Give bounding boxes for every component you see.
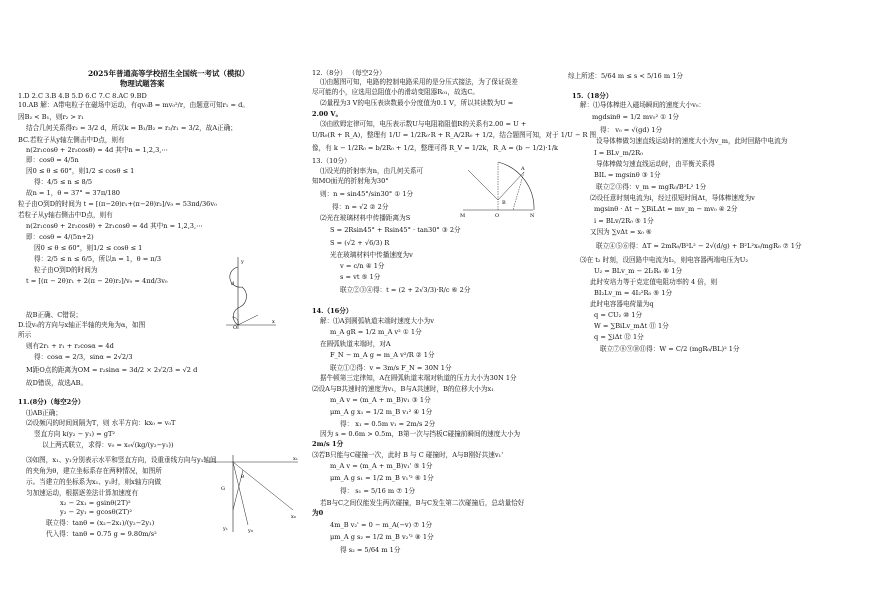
col2-line: μm_A g x₁ = 1/2 m_B v₁² ④ 1分	[330, 408, 433, 416]
document-subtitle: 物理试题答案	[120, 79, 165, 88]
col1-line: 匀加速运动，根据逐差法计算加速度有	[26, 489, 139, 497]
col1-line: 粒子由O到D的时间为	[34, 266, 98, 274]
col1-line: 若粒子从y轴右侧击中D点，则有	[18, 211, 113, 219]
label-N: N	[530, 213, 535, 219]
col2-line: F_N − m_A g = m_A v²/R ② 1分	[330, 351, 435, 359]
figure-q10-trajectory	[218, 255, 278, 330]
col3-line: BIL = mgsinθ ③ 1分	[594, 171, 661, 179]
col2-line: 2m/s 1分	[312, 440, 344, 448]
col1-line: 的夹角为θ，建立坐标系存在两种情况，如图所	[26, 467, 162, 475]
col3-line: ⑶在 t₂ 时刻，设回路中电流为I₂，则电容器两端电压为U₂	[580, 256, 748, 264]
col1-line: 因B₂ < B₁，则r₂ > r₁	[18, 113, 84, 121]
col1-line: 即：cosθ = 4/(5n+2)	[26, 233, 94, 241]
col1-line: y₂ − 2y₁ = gcosθ(2T)²	[60, 508, 132, 516]
col2-line: μm_A g s₁ = 1/2 m_B v₁'² ⑥ 1分	[330, 474, 434, 482]
col1-line: 得：4/5 ≤ n ≤ 8/5	[34, 178, 93, 186]
col2-line: ⑶若B只能与C碰撞一次，此时 B 与 C 碰撞时，A与B刚好共速v₁'	[312, 451, 504, 459]
col2-line: 则：n = sin45°/sin30° ① 1分	[320, 190, 414, 198]
col2-line: m_A gR = 1/2 m_A v² ① 1分	[330, 328, 422, 336]
col2-line: S = (√2 + √6/3) R	[330, 239, 390, 247]
col1-line: 1.D 2.C 3.B 4.B 5.D 6.C 7.C 8.AC 9.BD	[18, 92, 147, 100]
col2-line: 得： x₁ = 0.5m v₁ = 2m/s 2分	[340, 420, 436, 428]
label-y1: y₁	[223, 526, 228, 532]
col2-line: 据牛顿第三定律知，A在圆弧轨道末端对轨道的压力大小为30N 1分	[320, 374, 517, 382]
col1-line: 联立得：tanθ = (x₂−2x₁)/(y₂−2y₁)	[46, 519, 155, 527]
col3-line: BI₂Lv_m = 4I₂²R₀ ⑨ 1分	[594, 289, 673, 297]
col2-line: 得：n = √2 ② 2分	[332, 203, 389, 211]
col2-line: v = c/n ④ 1分	[340, 262, 385, 270]
col2-line: ⑵设A与B共速时的速度为v₁，B与A共速时，B的位移大小为x₁	[312, 385, 494, 393]
col2-line: S = 2Rsin45° + Rsin45° · tan30° ③ 2分	[330, 226, 461, 234]
col1-line: ⑵设频闪的时间间隔为T，则 水平方向：kx₀ = v₀T	[26, 419, 176, 427]
col1-line: 11.(8分)（每空2分）	[18, 398, 85, 406]
col3-line: ⑵设任意时刻电流为i，经过很短时间Δt，导体棒速度为v	[590, 194, 755, 202]
col3-line: 得： v₀ = √(gd) 1分	[600, 126, 663, 134]
col3-line: I = BLv_m/2R₀	[594, 149, 643, 157]
col1-line: 则有2r₁ + r₁ + r₂cosα = 4d	[26, 342, 114, 350]
col2-line: 14.（16分）	[312, 307, 353, 315]
col1-line: ⑶如图，x₁、y₁分别表示水平和竖直方向，设重垂线方向与y₁轴间	[26, 456, 217, 464]
col1-line: 10.AB 解：A带电粒子在磁场中运动，有qv₀B = mv₀²/r，由题意可知r₁ = d。	[18, 101, 249, 109]
figure-q11-axes	[203, 450, 303, 535]
document-title: 2025年普通高等学校招生全国统一考试（模拟）	[88, 69, 249, 78]
label-d: d	[231, 281, 235, 287]
col1-line: 故D错误，故选AB。	[26, 379, 88, 387]
col2-line: 尽可能的小，应选用总阻值小的滑动变阻器R₀₁，故选C。	[312, 88, 479, 96]
label-M: M	[460, 213, 466, 219]
col1-line: n(2r₁cosθ + 2r₂cosθ) + 2r₁cosθ = 4d 其中n = 1,2,3,⋯	[26, 222, 203, 230]
col3-line: 综上所述：5/64 m ≤ s < 5/16 m 1分	[568, 72, 683, 80]
col1-line: 即：cosθ = 4/5n	[26, 156, 79, 164]
col1-line: t = [(π − 2θ)r₁ + 2(π − 2θ)r₂]/v₀ = 4πd/3v₀	[26, 277, 168, 285]
col3-line: mgdsinθ = 1/2 mv₀² ① 1分	[592, 113, 679, 121]
col3-line: 联立②③得：v_m = mgR₀/B²L² 1分	[596, 183, 707, 191]
col1-line: 故n = 1，θ = 37° = 37π/180	[26, 189, 120, 197]
col3-line: 联立⑦⑧⑨⑩⑪得：W = C/2 (mgR₀/BL)² 1分	[600, 345, 740, 353]
col2-line: 为0	[312, 509, 324, 517]
col1-line: 因0 ≤ θ ≤ 60°，则1/2 ≤ cosθ ≤ 1	[34, 244, 143, 252]
col2-line: ⑴由题图可知，电路的控制电路采用的是分压式接法，为了保证误差	[320, 78, 518, 86]
col3-line: 设导体棒做匀速直线运动时的速度大小为v_m，此时回路中电流为	[596, 137, 788, 145]
label-theta: θ	[241, 474, 245, 480]
label-x0: x₀	[291, 514, 296, 520]
col1-line: BC.若粒子从y轴左侧击中D点，则有	[18, 136, 125, 144]
col2-line: s = vt ⑤ 1分	[340, 273, 381, 281]
col2-line: 因为 s = 0.6m > 0.5m，B第一次与挡板C碰撞前瞬间的速度大小为	[320, 430, 521, 438]
col3-line: 此时电容器电荷量为q	[590, 300, 654, 308]
col3-line: 又因为 ∑vΔt = x₀ ⑥	[590, 228, 652, 236]
figure-q13-optics	[458, 160, 538, 220]
col3-line: i = BLv/2R₀ ⑤ 1分	[594, 217, 654, 225]
col2-line: 得 s₂ = 5/64 m 1分	[340, 546, 401, 554]
col1-line: 因0 ≤ θ ≤ 60°，则1/2 ≤ cosθ ≤ 1	[26, 167, 135, 175]
col2-line: 解：⑴A到圆弧轨道末端时速度大小为v	[320, 317, 434, 325]
label-y0: y₀	[248, 528, 253, 534]
col2-line: 得： s₁ = 5/16 m ⑦ 1分	[340, 487, 416, 495]
col3-line: mgsinθ · Δt − ∑BiLΔt = mv_m − mv₀ ④ 2分	[594, 205, 738, 213]
col1-line: x₂ − 2x₁ = gsinθ(2T)²	[60, 499, 131, 507]
label-O: O	[233, 325, 238, 330]
col1-line: M距O点的距离为OM = r₂sinα = 3d/2 × 2√2/3 = √2 d	[26, 366, 198, 374]
col3-line: q = ∑iΔt ⑫ 1分	[594, 333, 644, 341]
col1-line: 粒子由O到D的时间为 t = [(π−2θ)r₁+(π−2θ)r₂]/v₀ = 53πd/36v₀	[18, 200, 217, 208]
col3-line: W = ∑BiLv_mΔt ⑪ 1分	[594, 322, 669, 330]
label-x: x	[272, 319, 275, 325]
col2-line: 光在玻璃材料中传播速度为v	[330, 251, 413, 259]
col2-line: ⑶由欧姆定律可知，电压表示数U与电阻箱阻值R的关系有2.00 = U +	[320, 120, 527, 128]
label-O13: O	[495, 213, 500, 219]
col3-line: 导体棒做匀速直线运动时，由平衡关系得	[596, 160, 715, 168]
col2-line: 像，有 k − 1/2R₀ = b/2R₀ + 1/2，整理可得 R_V = 1/2k，R_A = (b − 1/2)·1/k	[312, 144, 559, 152]
col2-line: ⑵量程为3 V的电压表读数最小分度值为0.1 V，所以其读数为U =	[320, 99, 514, 107]
label-y: y	[241, 259, 244, 265]
col3-line: 15.（18分）	[572, 92, 613, 100]
col3-line: U₂ = BLv_m − 2I₂R₀ ⑧ 1分	[594, 267, 683, 275]
col3-line: 联立④⑤⑥得：ΔT = 2mR₀/B²L² − 2√(d/g) + B²L²x₀/mgR₀ ⑦ 1分	[596, 242, 802, 250]
label-B13: B	[502, 200, 506, 206]
col2-line: 在圆弧轨道末端时，对A	[320, 340, 391, 348]
col3-line: 此时安培力等于克定值电阻功率的 4 倍，则	[590, 278, 718, 286]
col3-line: 解：⑴导体棒进入磁场瞬间的速度大小v₀：	[580, 101, 706, 109]
col1-line: n(2r₁cosθ + 2r₂cosθ) = 4d 其中n = 1,2,3,⋯	[26, 146, 168, 154]
col2-line: 联立①②得：v = 3m/s F_N = 30N 1分	[330, 364, 452, 372]
col1-line: 代入得：tanθ = 0.75 g = 9.80m/s²	[46, 530, 157, 538]
col2-line: 13.（10分）	[312, 157, 351, 165]
col1-line: D.设v₀的方向与x轴正半轴的夹角为α，如图	[18, 321, 146, 329]
col2-line: 知MO面光的折射角为30°	[312, 177, 389, 185]
col1-line: 结合几何关系得r₂ = 3/2 d，所以k = B₁/B₂ = r₂/r₁ = 3/2，故A正确；	[26, 124, 237, 132]
col2-line: U/R₀(R + R_A)，整理有 1/U = 1/2R₀·R + R_A/2R₀ + 1/2，结合题图可知，对于 1/U − R 图	[312, 131, 597, 139]
label-A13: A	[521, 166, 525, 172]
col1-line: 示。当建立的坐标系为x₁、y₁时，则x轴方向做	[26, 478, 162, 486]
label-x1: x₁	[293, 456, 298, 462]
col1-line: 以上两式联立，求得：v₀ = x₀√(kg/(y₂−y₁))	[42, 441, 174, 449]
col2-line: 12.（8分） （每空2分）	[312, 69, 386, 77]
col1-line: 得：cosα = 2/3，sinα = 2√2/3	[34, 353, 133, 361]
col1-line: 得：2/5 ≤ n ≤ 6/5，所以n = 1，θ = π/3	[34, 255, 162, 263]
col1-line: 故B正确、C错误；	[26, 311, 83, 319]
label-G: G	[221, 486, 225, 492]
col2-line: 4m_B v₂' = 0 − m_A(−v) ⑦ 1分	[330, 521, 433, 529]
col2-line: ⑵光在玻璃材料中传播距离为S	[320, 214, 411, 222]
col1-line: 所示	[18, 331, 32, 339]
col1-line: 竖直方向 k(y₂ − y₁) = gT²	[34, 430, 116, 438]
col1-line: ⑴AB正确；	[26, 409, 62, 417]
col2-line: m_A v = (m_A + m_B)v₁' ⑤ 1分	[330, 462, 433, 470]
col2-line: μm_A g s₂ = 1/2 m_B v₂'² ⑧ 1分	[330, 533, 434, 541]
col2-line: 若B与C之间仅能发生两次碰撞，B与C发生第二次碰撞后，总动量恰好	[320, 499, 525, 507]
col2-line: m_A v = (m_A + m_B)v₁ ③ 1分	[330, 396, 431, 404]
col3-line: q = CU₂ ⑩ 1分	[594, 311, 643, 319]
col2-line: 联立②③④得：t = (2 + 2√3/3)·R/c ⑥ 2分	[340, 286, 471, 294]
col2-line: 2.00 V。	[312, 110, 343, 118]
col2-line: ⑴设光的折射率为n，由几何关系可	[320, 167, 424, 175]
